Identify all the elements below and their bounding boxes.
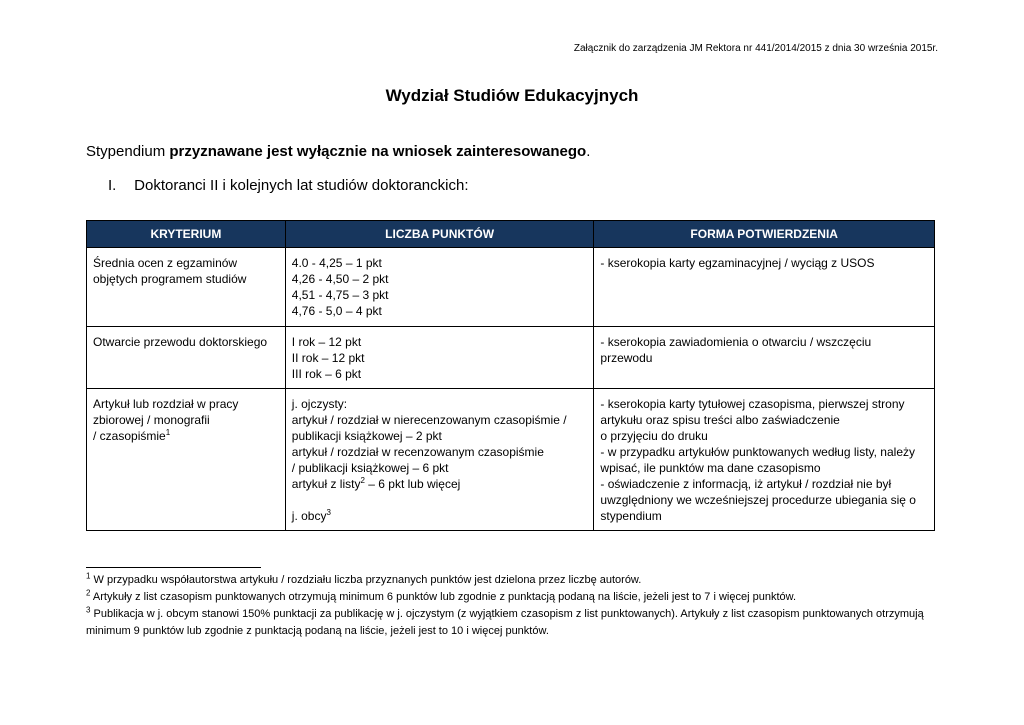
intro-suffix: .	[586, 143, 591, 160]
page-title: Wydział Studiów Edukacyjnych	[385, 86, 639, 105]
confirmation-line: - kserokopia karty tytułowej czasopisma, pierwszej strony	[600, 397, 905, 411]
points-cell	[285, 248, 594, 327]
confirmation-line: o przyjęciu do druku	[600, 429, 708, 443]
table-row	[87, 389, 935, 531]
criterion-text: / czasopiśmie	[93, 429, 166, 443]
confirmation-cell	[594, 389, 935, 531]
footnote-text: W przypadku współautorstwa artykułu / rozdziału liczba przyznanych punktów jest dzielona przez liczbę autorów.	[90, 574, 642, 586]
confirmation-line: - kserokopia zawiadomienia o otwarciu / wszczęciu	[600, 335, 872, 349]
points-line: 4.0 - 4,25 – 1 pkt	[291, 256, 382, 270]
footnote-1	[86, 572, 946, 589]
confirmation-line: - oświadczenie z informacją, iż artykuł / rozdział nie był	[600, 477, 892, 491]
points-line: 4,76 - 5,0 – 4 pkt	[291, 304, 382, 318]
confirmation-cell	[594, 248, 935, 327]
points-line: j. ojczysty:	[291, 397, 348, 411]
points-cell	[285, 327, 594, 389]
footnote-text: minimum 9 punktów lub zgodnie z punktacją podaną na liście, jeżeli jest to 10 i więcej punktów.	[86, 625, 549, 637]
footnote-separator	[86, 567, 261, 568]
blank-line	[292, 492, 588, 508]
header-criterion: KRYTERIUM	[87, 221, 286, 248]
footnote-text: Publikacja w j. obcym stanowi 150% punktacji za publikację w j. ojczystym (z wyjątkiem czasopism z list punktowanych). Artykuły z list czasopism punktowanych otrzymują	[90, 608, 924, 620]
confirmation-line: - kserokopia karty egzaminacyjnej / wyciąg z USOS	[600, 256, 875, 270]
table-row	[87, 327, 935, 389]
points-line	[292, 508, 588, 524]
table-row	[87, 248, 935, 327]
criterion-cell	[87, 248, 286, 327]
footnote-ref-1: 1	[165, 428, 171, 437]
criterion-line	[93, 428, 279, 444]
footnote-ref-3: 3	[326, 508, 331, 517]
points-line: II rok – 12 pkt	[291, 351, 365, 365]
points-line: artykuł / rozdział w recenzowanym czasopiśmie	[291, 445, 544, 459]
footnote-3-continued	[86, 623, 946, 640]
criterion-line: objętych programem studiów	[93, 272, 247, 286]
intro-bold: przyznawane jest wyłącznie na wniosek zainteresowanego	[169, 143, 587, 160]
criteria-table	[86, 220, 935, 531]
section-heading	[108, 177, 469, 194]
criterion-line: Artykuł lub rozdział w pracy	[93, 397, 239, 411]
confirmation-line: artykułu oraz spisu treści albo zaświadczenie	[600, 413, 840, 427]
points-line: 4,26 - 4,50 – 2 pkt	[291, 272, 389, 286]
section-label: Doktoranci II i kolejnych lat studiów doktoranckich:	[134, 177, 469, 194]
points-text: – 6 pkt lub więcej	[364, 477, 461, 491]
intro-prefix: Stypendium	[86, 143, 170, 160]
footnote-2	[86, 589, 946, 606]
confirmation-line: przewodu	[600, 351, 653, 365]
footnote-3	[86, 606, 946, 623]
header-points: LICZBA PUNKTÓW	[285, 221, 594, 248]
points-line: 4,51 - 4,75 – 3 pkt	[291, 288, 389, 302]
criterion-line: Średnia ocen z egzaminów	[93, 256, 238, 270]
criterion-line: zbiorowej / monografii	[93, 413, 210, 427]
criterion-cell	[87, 327, 286, 389]
points-line: artykuł / rozdział w nierecenzowanym czasopiśmie /	[291, 413, 567, 427]
header-confirmation: FORMA POTWIERDZENIA	[594, 221, 935, 248]
footnotes	[86, 572, 946, 640]
points-line: III rok – 6 pkt	[291, 367, 362, 381]
points-line	[292, 476, 588, 492]
section-number: I.	[108, 177, 117, 194]
annex-note: Załącznik do zarządzenia JM Rektora nr 441/2014/2015 z dnia 30 września 2015r.	[573, 43, 938, 54]
confirmation-line: stypendium	[600, 509, 662, 523]
confirmation-line: - w przypadku artykułów punktowanych według listy, należy	[600, 445, 915, 459]
points-line: / publikacji książkowej – 6 pkt	[291, 461, 449, 475]
table-header-row	[87, 221, 935, 248]
confirmation-line: uwzględniony we wcześniejszej procedurze ubiegania się o	[600, 493, 916, 507]
criterion-cell	[87, 389, 286, 531]
points-text: j. obcy	[291, 509, 327, 523]
points-line: I rok – 12 pkt	[291, 335, 362, 349]
points-cell	[285, 389, 594, 531]
confirmation-line: wpisać, ile punktów ma dane czasopismo	[600, 461, 821, 475]
points-text: artykuł z listy	[291, 477, 361, 491]
footnote-text: Artykuły z list czasopism punktowanych otrzymują minimum 6 punktów lub zgodnie z punktacją podaną na liście, jeżeli jest to 7 i więcej punktów.	[90, 591, 797, 603]
footnote-mark: 1	[86, 571, 91, 581]
footnote-mark: 3	[86, 605, 91, 615]
intro-paragraph	[86, 143, 590, 160]
confirmation-cell	[594, 327, 935, 389]
points-line: publikacji książkowej – 2 pkt	[291, 429, 442, 443]
footnote-mark: 2	[86, 588, 91, 598]
footnote-ref-2: 2	[360, 476, 365, 485]
criterion-line: Otwarcie przewodu doktorskiego	[93, 335, 268, 349]
